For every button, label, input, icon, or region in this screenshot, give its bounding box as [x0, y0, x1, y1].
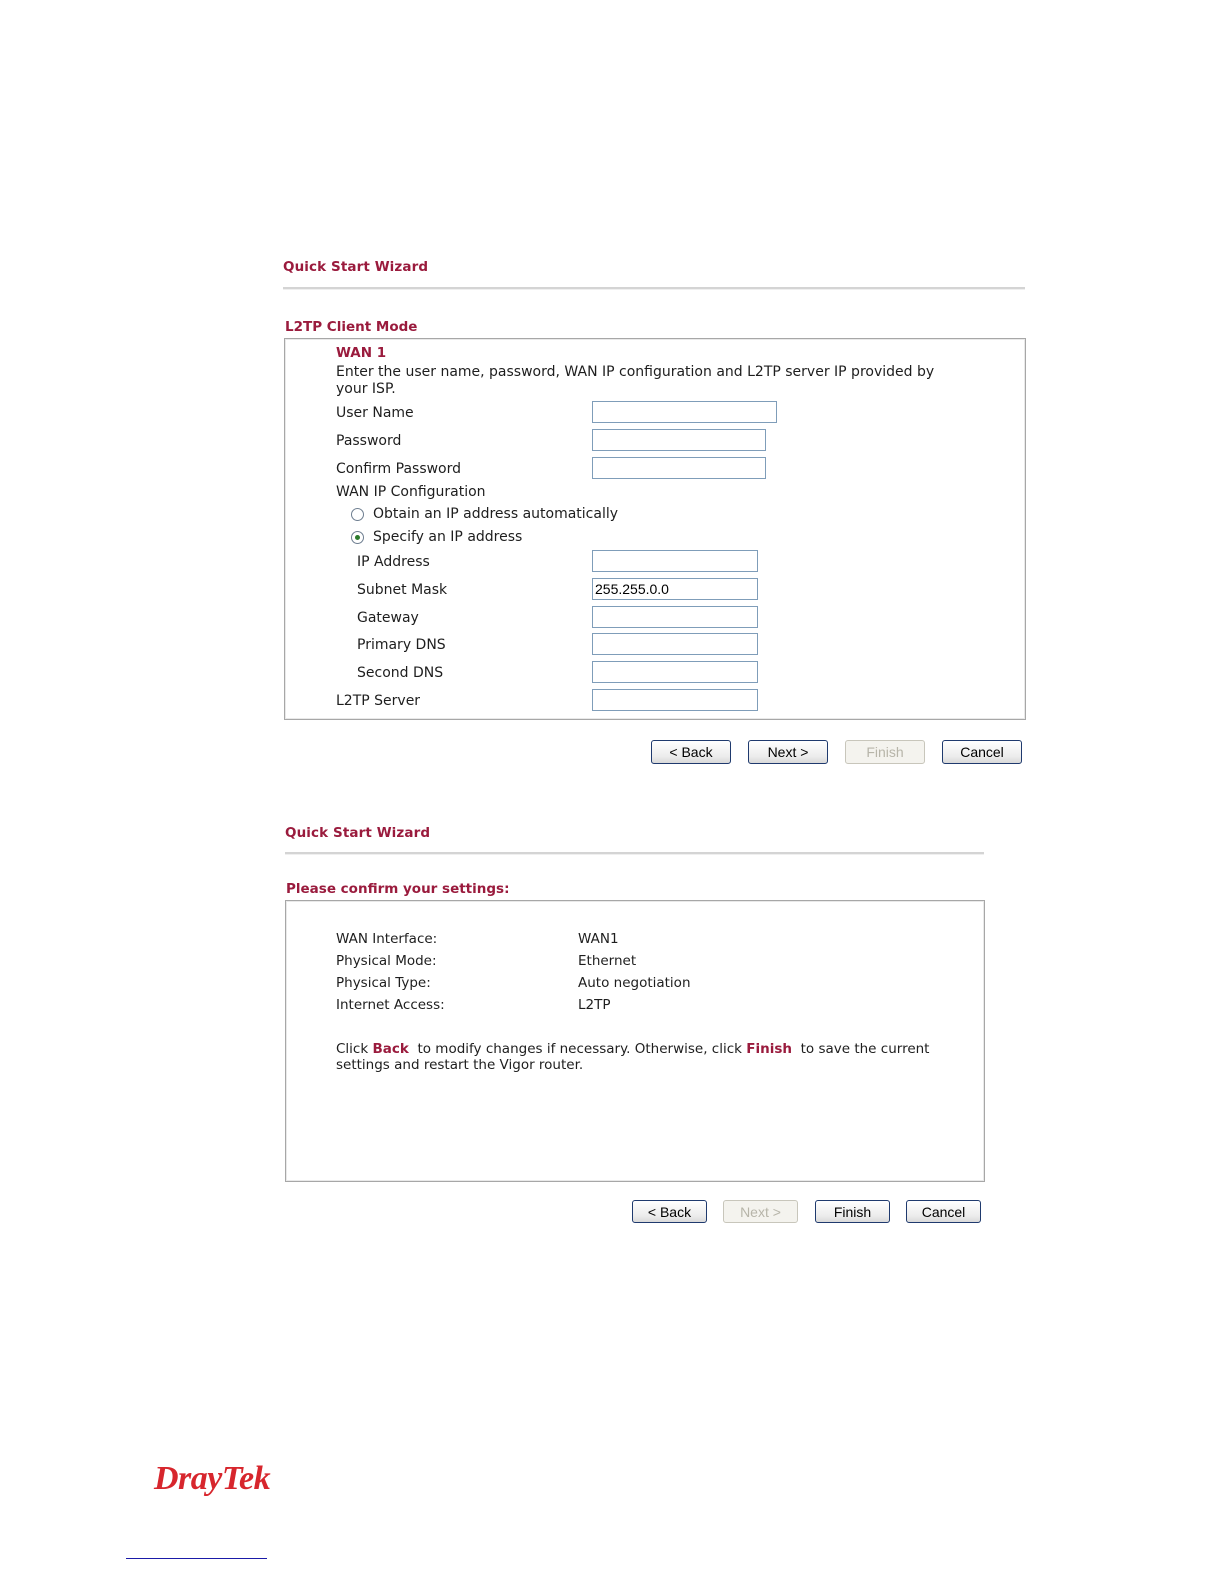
- cancel-button[interactable]: Cancel: [906, 1200, 981, 1223]
- subnet-mask-input[interactable]: [592, 578, 758, 600]
- intro-text: Enter the user name, password, WAN IP configuration and L2TP server IP provided by your ISP.: [336, 364, 935, 397]
- specify-ip-radio[interactable]: [351, 531, 364, 544]
- confirm-password-label: Confirm Password: [336, 461, 462, 477]
- back-button[interactable]: < Back: [632, 1200, 707, 1223]
- second-dns-label: Second DNS: [357, 665, 444, 681]
- confirm-section-title: Please confirm your settings:: [286, 881, 510, 897]
- next-button[interactable]: Next >: [748, 740, 828, 764]
- specify-ip-label: Specify an IP address: [373, 529, 523, 545]
- password-input[interactable]: [592, 429, 766, 451]
- wan-label: WAN 1: [336, 345, 387, 361]
- wan-ip-config-label: WAN IP Configuration: [336, 484, 486, 500]
- obtain-auto-radio[interactable]: [351, 508, 364, 521]
- l2tp-server-label: L2TP Server: [336, 693, 421, 709]
- back-button[interactable]: < Back: [651, 740, 731, 764]
- primary-dns-input[interactable]: [592, 633, 758, 655]
- subnet-mask-label: Subnet Mask: [357, 582, 448, 598]
- next-button[interactable]: Next >: [723, 1200, 798, 1223]
- section-title: L2TP Client Mode: [285, 319, 418, 335]
- summary-value: Auto negotiation: [578, 975, 691, 991]
- summary-value: L2TP: [578, 997, 611, 1013]
- finish-button[interactable]: Finish: [845, 740, 925, 764]
- summary-label: Internet Access:: [336, 997, 445, 1013]
- summary-label: Physical Mode:: [336, 953, 437, 969]
- gateway-label: Gateway: [357, 610, 419, 626]
- note-text: Click: [336, 1041, 369, 1057]
- summary-label: WAN Interface:: [336, 931, 438, 947]
- confirm-password-input[interactable]: [592, 457, 766, 479]
- summary-value: WAN1: [578, 931, 619, 947]
- cancel-button[interactable]: Cancel: [942, 740, 1022, 764]
- gateway-input[interactable]: [592, 606, 758, 628]
- wizard-title: Quick Start Wizard: [283, 259, 429, 275]
- draytek-logo: DrayTek: [154, 1460, 271, 1497]
- title-divider: [283, 287, 1025, 290]
- note-back-keyword: Back: [372, 1041, 409, 1057]
- obtain-auto-label: Obtain an IP address automatically: [373, 506, 619, 522]
- note-text: to save the current: [800, 1041, 930, 1057]
- footer-divider: [126, 1558, 267, 1559]
- l2tp-settings-panel: [284, 338, 1026, 720]
- summary-value: Ethernet: [578, 953, 637, 969]
- note-text: to modify changes if necessary. Otherwise, click: [417, 1041, 742, 1057]
- summary-label: Physical Type:: [336, 975, 431, 991]
- confirm-settings-panel: [285, 900, 985, 1182]
- ip-address-input[interactable]: [592, 550, 758, 572]
- finish-button[interactable]: Finish: [815, 1200, 890, 1223]
- title-divider: [285, 852, 984, 855]
- second-dns-input[interactable]: [592, 661, 758, 683]
- note-text: settings and restart the Vigor router.: [336, 1057, 584, 1073]
- l2tp-server-input[interactable]: [592, 689, 758, 711]
- user-name-label: User Name: [336, 405, 414, 421]
- primary-dns-label: Primary DNS: [357, 637, 446, 653]
- ip-address-label: IP Address: [357, 554, 430, 570]
- user-name-input[interactable]: [592, 401, 777, 423]
- password-label: Password: [336, 433, 402, 449]
- wizard-title: Quick Start Wizard: [285, 825, 431, 841]
- note-finish-keyword: Finish: [746, 1041, 792, 1057]
- confirm-note: [336, 1041, 936, 1073]
